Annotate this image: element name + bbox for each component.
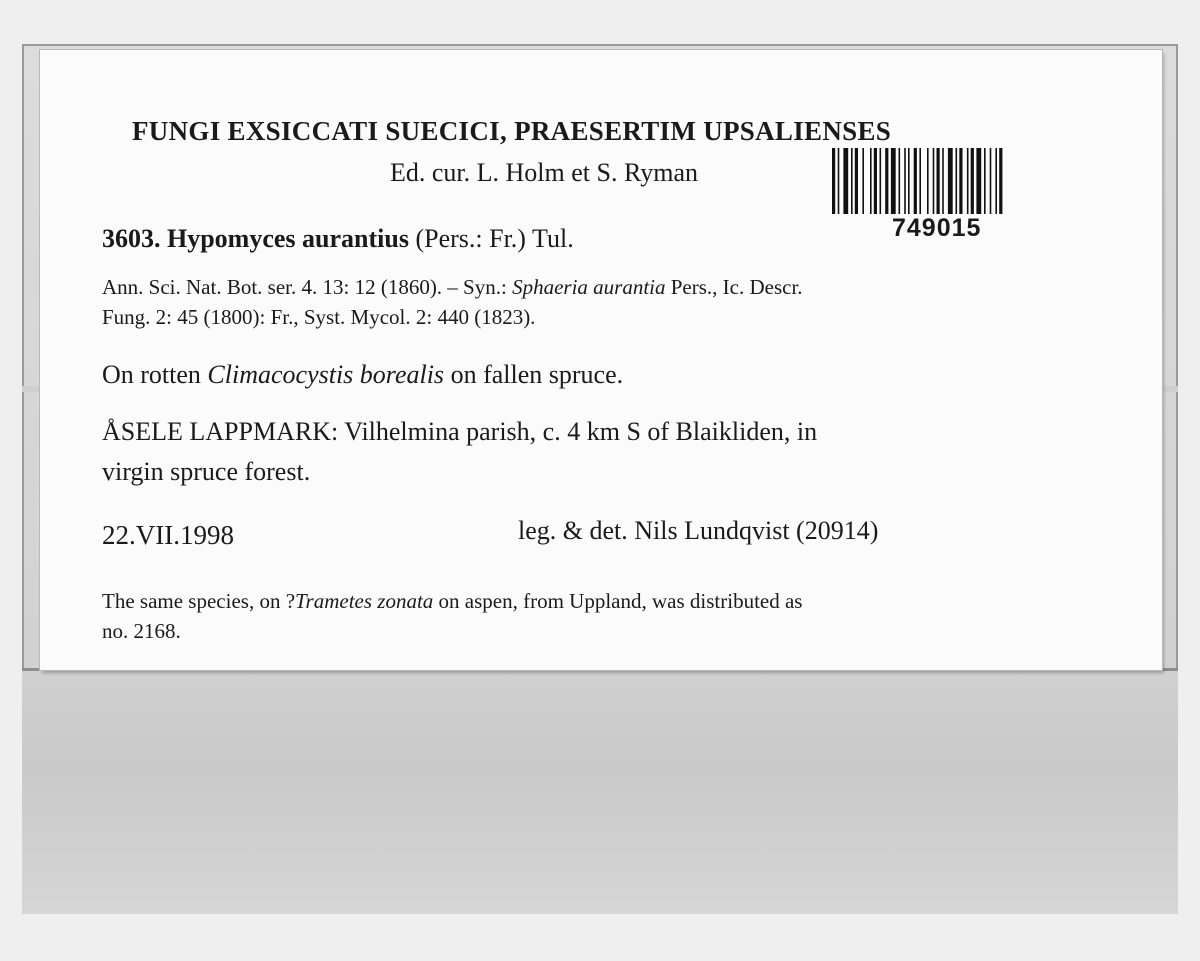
host-line <box>102 360 623 390</box>
species-line <box>102 224 574 254</box>
barcode-number: 749015 <box>892 214 982 242</box>
barcode-bar <box>851 148 853 214</box>
reference-block <box>102 272 803 332</box>
host-text: On rotten <box>102 360 208 389</box>
barcode-bar <box>832 148 835 214</box>
barcode-bar <box>976 148 981 214</box>
series-title: FUNGI EXSICCATI SUECICI, PRAESERTIM UPSALIENSES <box>132 116 892 146</box>
packet-flap <box>22 668 1178 914</box>
barcode-bar <box>937 148 940 214</box>
note-line-1 <box>102 586 802 616</box>
barcode-bar <box>874 148 877 214</box>
note-line-2: no. 2168. <box>102 619 181 643</box>
barcode-bar <box>885 148 888 214</box>
barcode-bar <box>984 148 986 214</box>
species-authority: (Pers.: Fr.) Tul. <box>415 224 574 253</box>
barcode-bar <box>933 148 935 214</box>
barcode-bar <box>855 148 858 214</box>
locality-line-2: virgin spruce forest. <box>102 457 311 486</box>
host-species: Climacocystis borealis <box>207 360 445 389</box>
barcode-bar <box>959 148 962 214</box>
barcode-bar <box>870 148 872 214</box>
host-text: on fallen spruce. <box>444 360 624 389</box>
barcode-bar <box>904 148 906 214</box>
note-text: The same species, on ? <box>102 589 296 613</box>
synonym-name: Sphaeria aurantia <box>512 275 666 299</box>
barcode-bar <box>843 148 848 214</box>
distribution-note <box>102 586 802 646</box>
barcode-bar <box>914 148 917 214</box>
barcode-bar <box>999 148 1002 214</box>
barcode-bar <box>956 148 958 214</box>
barcode-icon <box>830 148 1060 214</box>
barcode-bar <box>927 148 929 214</box>
species-name: Hypomyces aurantius <box>167 224 409 253</box>
barcode-bar <box>995 148 997 214</box>
barcode-bar <box>942 148 944 214</box>
barcode-bar <box>990 148 992 214</box>
note-text: on aspen, from Uppland, was distributed as <box>433 589 803 613</box>
barcode-bar <box>838 148 840 214</box>
collection-date: 22.VII.1998 <box>102 520 234 550</box>
barcode-bar <box>971 148 974 214</box>
barcode-bar <box>891 148 896 214</box>
specimen-label <box>40 50 1162 670</box>
reference-text: Pers., Ic. Descr. <box>665 275 803 299</box>
note-species: Trametes zonata <box>295 589 434 613</box>
barcode-bar <box>967 148 969 214</box>
reference-line-1 <box>102 272 803 302</box>
exsiccata-number: 3603. <box>102 224 161 253</box>
barcode-bar <box>880 148 882 214</box>
reference-text: Ann. Sci. Nat. Bot. ser. 4. 13: 12 (1860). – Syn.: <box>102 275 513 299</box>
reference-line-2: Fung. 2: 45 (1800): Fr., Syst. Mycol. 2: 440 (1823). <box>102 305 536 329</box>
barcode-bar <box>899 148 901 214</box>
barcode-bar <box>919 148 921 214</box>
barcode-bar <box>948 148 953 214</box>
collector-line: leg. & det. Nils Lundqvist (20914) <box>518 516 879 545</box>
locality-block <box>102 412 817 492</box>
locality-line-1: ÅSELE LAPPMARK: Vilhelmina parish, c. 4 km S of Blaikliden, in <box>102 417 818 446</box>
editors-line: Ed. cur. L. Holm et S. Ryman <box>390 158 699 187</box>
barcode-bar <box>908 148 910 214</box>
barcode-bar <box>862 148 864 214</box>
